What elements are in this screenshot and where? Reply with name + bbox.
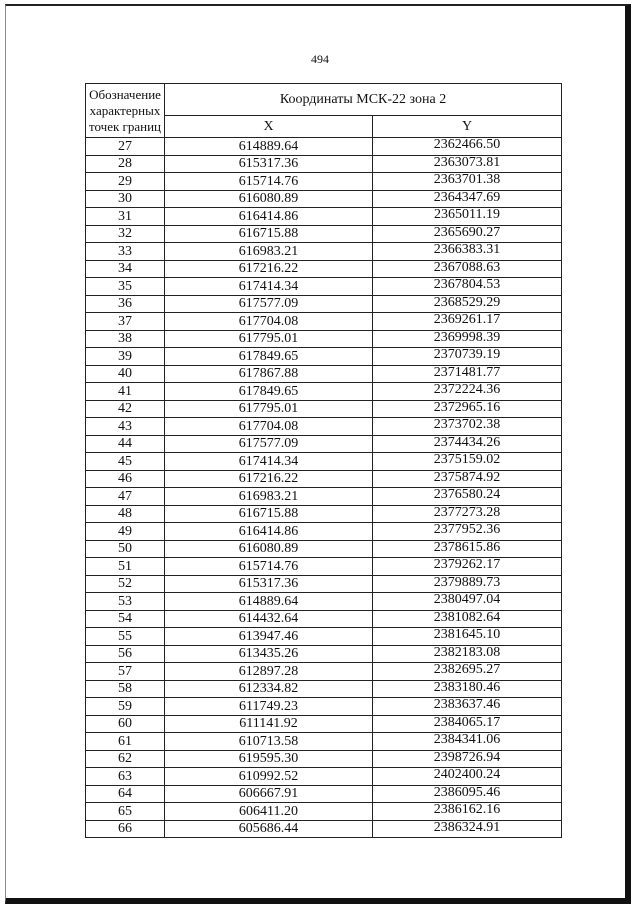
cell-y: 2375874.92 bbox=[373, 470, 562, 488]
cell-point: 30 bbox=[86, 190, 165, 208]
cell-y: 2369998.39 bbox=[373, 330, 562, 348]
table-row bbox=[86, 365, 562, 383]
column-group-header-coordinates: Координаты МСК-22 зона 2 bbox=[165, 84, 562, 116]
cell-x: 611749.23 bbox=[165, 698, 373, 716]
table-row bbox=[86, 243, 562, 261]
table-row bbox=[86, 173, 562, 191]
cell-y: 2402400.24 bbox=[373, 768, 562, 786]
cell-x: 606411.20 bbox=[165, 803, 373, 821]
cell-y: 2384065.17 bbox=[373, 715, 562, 733]
table-row bbox=[86, 768, 562, 786]
cell-x: 616983.21 bbox=[165, 243, 373, 261]
cell-point: 33 bbox=[86, 243, 165, 261]
cell-point: 38 bbox=[86, 330, 165, 348]
table-row bbox=[86, 190, 562, 208]
cell-y: 2386162.16 bbox=[373, 803, 562, 821]
table-row bbox=[86, 295, 562, 313]
cell-point: 40 bbox=[86, 365, 165, 383]
cell-y: 2369261.17 bbox=[373, 313, 562, 331]
cell-point: 31 bbox=[86, 208, 165, 226]
cell-y: 2371481.77 bbox=[373, 365, 562, 383]
table-row bbox=[86, 733, 562, 751]
coordinates-table bbox=[85, 83, 562, 838]
cell-point: 62 bbox=[86, 750, 165, 768]
cell-y: 2370739.19 bbox=[373, 348, 562, 366]
cell-y: 2376580.24 bbox=[373, 488, 562, 506]
table-row bbox=[86, 278, 562, 296]
cell-x: 615714.76 bbox=[165, 558, 373, 576]
cell-point: 55 bbox=[86, 628, 165, 646]
table-row bbox=[86, 313, 562, 331]
cell-y: 2382183.08 bbox=[373, 645, 562, 663]
cell-y: 2379889.73 bbox=[373, 575, 562, 593]
cell-x: 615317.36 bbox=[165, 155, 373, 173]
cell-x: 615714.76 bbox=[165, 173, 373, 191]
cell-y: 2380497.04 bbox=[373, 593, 562, 611]
cell-point: 27 bbox=[86, 138, 165, 156]
cell-y: 2367804.53 bbox=[373, 278, 562, 296]
table-row bbox=[86, 138, 562, 156]
cell-point: 57 bbox=[86, 663, 165, 681]
cell-point: 63 bbox=[86, 768, 165, 786]
cell-point: 61 bbox=[86, 733, 165, 751]
cell-x: 617414.34 bbox=[165, 278, 373, 296]
cell-y: 2362466.50 bbox=[373, 138, 562, 156]
table-row bbox=[86, 348, 562, 366]
page-number: 494 bbox=[311, 52, 329, 66]
table-row bbox=[86, 820, 562, 838]
cell-x: 617577.09 bbox=[165, 295, 373, 313]
cell-x: 617849.65 bbox=[165, 348, 373, 366]
cell-point: 43 bbox=[86, 418, 165, 436]
cell-x: 616080.89 bbox=[165, 540, 373, 558]
cell-x: 611141.92 bbox=[165, 715, 373, 733]
cell-x: 616414.86 bbox=[165, 523, 373, 541]
cell-x: 617704.08 bbox=[165, 418, 373, 436]
table-row bbox=[86, 558, 562, 576]
cell-point: 42 bbox=[86, 400, 165, 418]
cell-point: 45 bbox=[86, 453, 165, 471]
cell-x: 617867.88 bbox=[165, 365, 373, 383]
cell-y: 2368529.29 bbox=[373, 295, 562, 313]
table-row bbox=[86, 155, 562, 173]
cell-point: 66 bbox=[86, 820, 165, 838]
cell-point: 54 bbox=[86, 610, 165, 628]
cell-x: 614889.64 bbox=[165, 593, 373, 611]
cell-y: 2383637.46 bbox=[373, 698, 562, 716]
table-row bbox=[86, 715, 562, 733]
table-row bbox=[86, 488, 562, 506]
table-row bbox=[86, 208, 562, 226]
cell-y: 2398726.94 bbox=[373, 750, 562, 768]
cell-y: 2375159.02 bbox=[373, 453, 562, 471]
cell-x: 616080.89 bbox=[165, 190, 373, 208]
cell-y: 2372224.36 bbox=[373, 383, 562, 401]
cell-y: 2379262.17 bbox=[373, 558, 562, 576]
cell-point: 34 bbox=[86, 260, 165, 278]
cell-x: 610713.58 bbox=[165, 733, 373, 751]
cell-point: 65 bbox=[86, 803, 165, 821]
cell-y: 2372965.16 bbox=[373, 400, 562, 418]
cell-x: 616414.86 bbox=[165, 208, 373, 226]
cell-x: 617704.08 bbox=[165, 313, 373, 331]
table-row bbox=[86, 540, 562, 558]
table-row bbox=[86, 750, 562, 768]
cell-y: 2374434.26 bbox=[373, 435, 562, 453]
cell-x: 613947.46 bbox=[165, 628, 373, 646]
cell-point: 44 bbox=[86, 435, 165, 453]
table-row bbox=[86, 663, 562, 681]
cell-x: 613435.26 bbox=[165, 645, 373, 663]
cell-y: 2381645.10 bbox=[373, 628, 562, 646]
column-header-y: Y bbox=[373, 116, 562, 138]
table-row bbox=[86, 610, 562, 628]
cell-point: 51 bbox=[86, 558, 165, 576]
cell-x: 605686.44 bbox=[165, 820, 373, 838]
table-row bbox=[86, 698, 562, 716]
cell-point: 64 bbox=[86, 785, 165, 803]
cell-y: 2364347.69 bbox=[373, 190, 562, 208]
cell-x: 614432.64 bbox=[165, 610, 373, 628]
cell-x: 617216.22 bbox=[165, 260, 373, 278]
cell-point: 52 bbox=[86, 575, 165, 593]
cell-point: 28 bbox=[86, 155, 165, 173]
table-row bbox=[86, 505, 562, 523]
cell-y: 2366383.31 bbox=[373, 243, 562, 261]
table-row bbox=[86, 383, 562, 401]
cell-point: 37 bbox=[86, 313, 165, 331]
cell-x: 617577.09 bbox=[165, 435, 373, 453]
cell-y: 2363073.81 bbox=[373, 155, 562, 173]
cell-point: 53 bbox=[86, 593, 165, 611]
cell-x: 617849.65 bbox=[165, 383, 373, 401]
cell-y: 2378615.86 bbox=[373, 540, 562, 558]
table-row bbox=[86, 645, 562, 663]
table-row bbox=[86, 523, 562, 541]
table-row bbox=[86, 803, 562, 821]
table-row bbox=[86, 453, 562, 471]
cell-y: 2367088.63 bbox=[373, 260, 562, 278]
table-row bbox=[86, 400, 562, 418]
table-row bbox=[86, 435, 562, 453]
table-row bbox=[86, 260, 562, 278]
cell-y: 2373702.38 bbox=[373, 418, 562, 436]
cell-point: 29 bbox=[86, 173, 165, 191]
cell-x: 606667.91 bbox=[165, 785, 373, 803]
cell-point: 58 bbox=[86, 680, 165, 698]
table-row bbox=[86, 785, 562, 803]
cell-point: 59 bbox=[86, 698, 165, 716]
cell-y: 2382695.27 bbox=[373, 663, 562, 681]
cell-x: 614889.64 bbox=[165, 138, 373, 156]
table-header-row bbox=[86, 84, 562, 116]
table-row bbox=[86, 593, 562, 611]
cell-y: 2363701.38 bbox=[373, 173, 562, 191]
table-row bbox=[86, 330, 562, 348]
cell-point: 39 bbox=[86, 348, 165, 366]
cell-x: 617216.22 bbox=[165, 470, 373, 488]
cell-y: 2383180.46 bbox=[373, 680, 562, 698]
cell-y: 2381082.64 bbox=[373, 610, 562, 628]
cell-y: 2386095.46 bbox=[373, 785, 562, 803]
cell-x: 617795.01 bbox=[165, 330, 373, 348]
cell-point: 50 bbox=[86, 540, 165, 558]
table-row bbox=[86, 470, 562, 488]
cell-y: 2365690.27 bbox=[373, 225, 562, 243]
cell-x: 610992.52 bbox=[165, 768, 373, 786]
cell-point: 48 bbox=[86, 505, 165, 523]
cell-point: 46 bbox=[86, 470, 165, 488]
cell-x: 617414.34 bbox=[165, 453, 373, 471]
cell-y: 2377273.28 bbox=[373, 505, 562, 523]
cell-x: 616715.88 bbox=[165, 225, 373, 243]
table-row bbox=[86, 680, 562, 698]
column-header-x: X bbox=[165, 116, 373, 138]
table-body bbox=[86, 138, 562, 838]
cell-point: 60 bbox=[86, 715, 165, 733]
column-header-point: Обозначение характерных точек границ bbox=[86, 84, 165, 138]
table-row bbox=[86, 575, 562, 593]
cell-point: 36 bbox=[86, 295, 165, 313]
cell-x: 612897.28 bbox=[165, 663, 373, 681]
cell-point: 32 bbox=[86, 225, 165, 243]
table-row bbox=[86, 418, 562, 436]
cell-y: 2384341.06 bbox=[373, 733, 562, 751]
cell-x: 612334.82 bbox=[165, 680, 373, 698]
cell-y: 2386324.91 bbox=[373, 820, 562, 838]
table-row bbox=[86, 628, 562, 646]
table-row bbox=[86, 225, 562, 243]
cell-y: 2377952.36 bbox=[373, 523, 562, 541]
cell-point: 49 bbox=[86, 523, 165, 541]
cell-y: 2365011.19 bbox=[373, 208, 562, 226]
cell-x: 616715.88 bbox=[165, 505, 373, 523]
cell-x: 619595.30 bbox=[165, 750, 373, 768]
cell-point: 47 bbox=[86, 488, 165, 506]
cell-point: 35 bbox=[86, 278, 165, 296]
cell-point: 56 bbox=[86, 645, 165, 663]
cell-x: 617795.01 bbox=[165, 400, 373, 418]
cell-point: 41 bbox=[86, 383, 165, 401]
cell-x: 616983.21 bbox=[165, 488, 373, 506]
cell-x: 615317.36 bbox=[165, 575, 373, 593]
